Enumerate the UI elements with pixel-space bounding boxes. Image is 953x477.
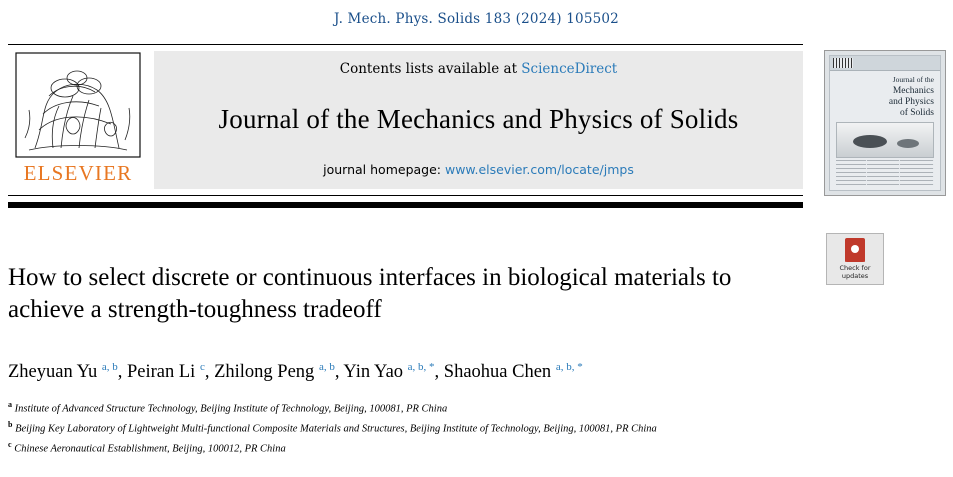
affiliation-text: Institute of Advanced Structure Technology, Beijing Institute of Technology, Beijing, 100081, PR China: [12, 403, 448, 415]
affiliation-list: [8, 398, 808, 458]
crossmark-badge[interactable]: [826, 233, 884, 285]
contents-prefix: Contents lists available at: [339, 61, 517, 77]
barcode-icon: [833, 58, 853, 68]
cover-topbar: [830, 56, 940, 71]
crossmark-label: [840, 264, 871, 280]
cover-title-line4: of Solids: [899, 108, 934, 118]
journal-cover-thumbnail[interactable]: [824, 50, 946, 196]
running-head: J. Mech. Phys. Solids 183 (2024) 105502: [334, 11, 619, 27]
affiliation-marker: a: [8, 400, 12, 409]
crossmark-label-line2: updates: [841, 272, 869, 280]
cover-columns: [836, 160, 934, 186]
contents-line: [340, 61, 617, 77]
cover-title-line2: Mechanics: [892, 86, 934, 96]
elsevier-wordmark: ELSEVIER: [23, 161, 133, 185]
cover-title: [860, 74, 934, 119]
sciencedirect-link[interactable]: ScienceDirect: [521, 61, 618, 77]
journal-title-block: [154, 51, 803, 189]
cover-title-line1: Journal of the: [892, 75, 934, 84]
affiliation-row: [8, 418, 808, 437]
affiliation-text: Beijing Key Laboratory of Lightweight Multi-functional Composite Materials and Structures, Beijing Institute of Technology, Beijing, 100081, PR China: [12, 423, 657, 435]
affiliation-row: [8, 438, 808, 457]
journal-masthead: [8, 44, 803, 196]
affiliation-text: Chinese Aeronautical Establishment, Beijing, 100012, PR China: [11, 443, 286, 455]
cover-photo: [836, 122, 934, 158]
crossmark-icon: [845, 238, 865, 262]
article-title: How to select discrete or continuous interfaces in biological materials to achieve a strength-toughness tradeoff: [8, 264, 732, 323]
elsevier-tree-icon: [13, 51, 143, 159]
affiliation-marker: b: [8, 420, 13, 429]
journal-homepage-link[interactable]: www.elsevier.com/locate/jmps: [444, 162, 634, 177]
elsevier-logo: [8, 45, 148, 195]
cover-inner: [829, 55, 941, 191]
homepage-prefix: journal homepage:: [323, 162, 441, 177]
affiliation-marker: c: [8, 440, 12, 449]
crossmark-label-line1: Check for: [839, 264, 871, 272]
journal-title: Journal of the Mechanics and Physics of Solids: [218, 104, 739, 134]
journal-homepage-line: [323, 162, 634, 177]
cover-title-line3: and Physics: [888, 97, 934, 107]
affiliation-row: [8, 398, 808, 417]
masthead-thick-rule: [8, 202, 803, 208]
author-list: Zheyuan Yu $^{a, b}$, Peiran Li $^c$, Zhilong Peng $^{a, b}$, Yin Yao $^{a, b, *}$, Shaohua Chen $^{a, b, *}$: [8, 361, 583, 383]
